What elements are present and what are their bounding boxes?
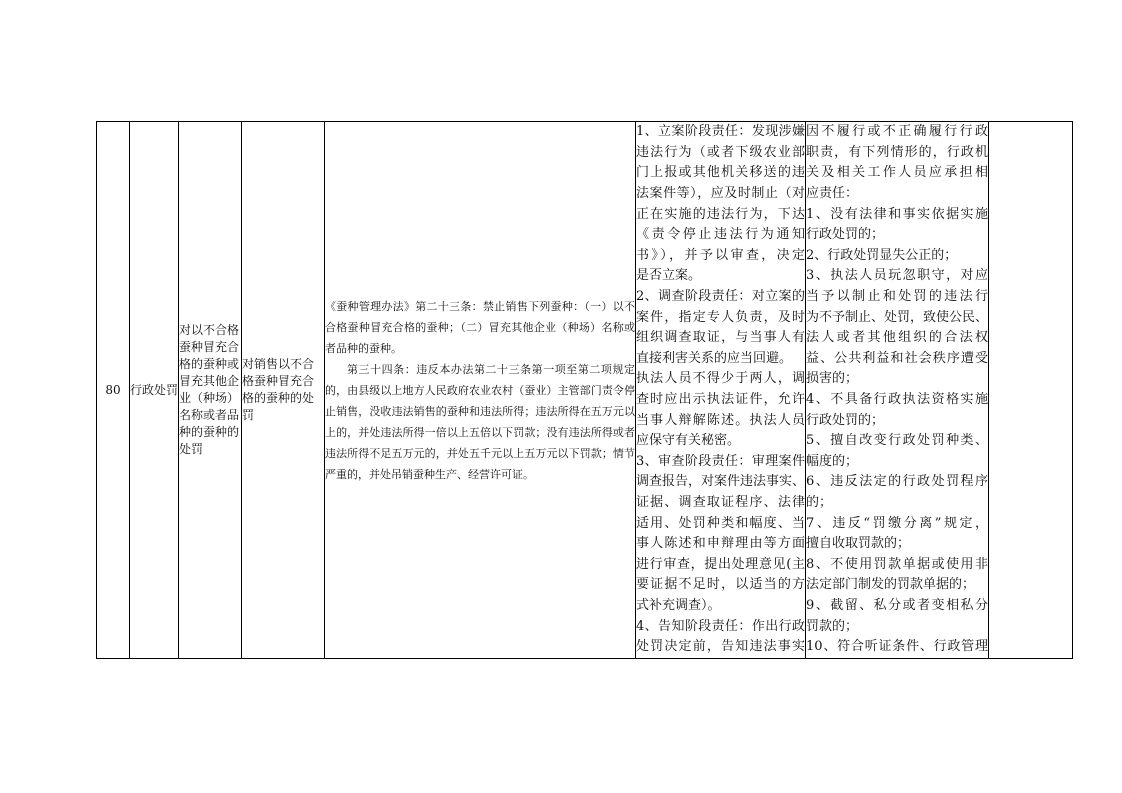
accountability-line: 2、行政处罚显失公正的；	[806, 247, 958, 263]
responsibility-table	[96, 121, 1073, 659]
accountability-line: 法定部门制发的罚款单据的；	[806, 577, 976, 593]
accountability-line: 幅度的；	[806, 453, 859, 469]
accountability-line: 罚款的；	[806, 618, 859, 634]
category-cell: 行政处罚	[130, 122, 179, 659]
remarks-cell	[989, 122, 1073, 659]
accountability-line: 1、没有法律和事实依据实施	[806, 206, 989, 222]
sub-item-cell: 对销售以不合格蚕种冒充合格的蚕种的处罚	[242, 122, 325, 659]
responsibility-line: 是否立案。	[636, 268, 702, 284]
responsibility-line: 4、告知阶段责任：作出行政	[636, 618, 806, 634]
responsibility-line: 直接利害关系的应当回避。	[636, 350, 793, 366]
accountability-line: 行政处罚的；	[806, 412, 885, 428]
accountability-line: 9、截留、私分或者变相私分	[806, 597, 989, 613]
accountability-cell	[806, 122, 989, 659]
accountability-line: 益、公共利益和社会秩序遭受	[806, 350, 989, 366]
responsibility-line: 组织调查取证，与当事人有	[636, 330, 806, 346]
responsibility-line: 正在实施的违法行为，下达	[636, 206, 806, 222]
accountability-line: 应责任：	[806, 186, 859, 202]
responsibility-line: 执法人员不得少于两人，调	[636, 371, 806, 387]
responsibility-line: 3、审查阶段责任：审理案件	[636, 453, 806, 469]
responsibility-line: 《责令停止违法行为通知	[636, 227, 806, 243]
accountability-line: 擅自收取罚款的；	[806, 536, 911, 552]
responsibility-line: 式补充调查）。	[636, 597, 721, 613]
responsibility-line: 法案件等），应及时制止（对	[636, 186, 806, 202]
accountability-line: 行政处罚的；	[806, 227, 885, 243]
responsibility-line: 查时应出示执法证件，允许	[636, 392, 806, 407]
responsibility-line: 适用、处罚种类和幅度、当	[636, 515, 806, 531]
basis-paragraph-2: 第三十四条：违反本办法第二十三条第一项至第二项规定的，由县级以上地方人民政府农业农村（蚕业）主管部门责令停止销售，没收违法销售的蚕种和违法所得；违法所得在五万元以上的，并处违法所得一倍以上五倍以下罚款；没有违法所得或者违法所得不足五万元的，并处五千元以上五万元以下罚款；情节严重的，并处吊销蚕种生产、经营许可证。	[325, 362, 635, 481]
table-row	[97, 122, 1073, 659]
accountability-line: 职责，有下列情形的，行政机	[806, 144, 989, 160]
accountability-line: 5、擅自改变行政处罚种类、	[806, 433, 989, 449]
accountability-line: 损害的；	[806, 371, 859, 387]
responsibility-line: 事人陈述和申辩理由等方面	[636, 536, 806, 552]
accountability-line: 为不予制止、处罚，致使公民、	[806, 309, 989, 325]
responsibility-line: 进行审查，提出处理意见(主	[636, 556, 806, 572]
accountability-line: 7、违反“罚缴分离”规定，	[806, 515, 989, 531]
row-number: 80	[97, 122, 130, 659]
item-name-cell: 对以不合格蚕种冒充合格的蚕种或冒充其他企业（种场）名称或者品种的蚕种的处罚	[179, 122, 242, 659]
accountability-line: 10、符合听证条件、行政管理	[806, 639, 989, 655]
responsibility-line: 要证据不足时，以适当的方	[636, 577, 806, 593]
responsibility-line: 当事人辩解陈述。执法人员	[636, 412, 806, 428]
accountability-line: 当予以制止和处罚的违法行	[806, 289, 989, 305]
basis-paragraph-1: 《蚕种管理办法》第二十三条：禁止销售下列蚕种：（一）以不合格蚕种冒充合格的蚕种；（二）冒充其他企业（种场）名称或者品种的蚕种。	[325, 299, 635, 355]
responsibility-line: 门上报或其他机关移送的违	[636, 165, 806, 181]
legal-basis-cell	[325, 122, 636, 659]
accountability-line: 因不履行或不正确履行行政	[806, 124, 989, 140]
responsibility-line: 证据、调查取证程序、法律	[636, 494, 806, 510]
responsibility-line: 书》），并予以审查，决定	[636, 247, 806, 263]
responsibility-line: 1、立案阶段责任：发现涉嫌	[636, 124, 806, 140]
accountability-line: 4、不具备行政执法资格实施	[806, 392, 989, 407]
responsibility-cell	[636, 122, 806, 659]
accountability-line: 的；	[806, 494, 833, 510]
accountability-line: 8、不使用罚款单据或使用非	[806, 556, 989, 572]
accountability-line: 关及相关工作人员应承担相	[806, 165, 989, 181]
responsibility-line: 调查报告，对案件违法事实、	[636, 474, 806, 490]
responsibility-line: 违法行为（或者下级农业部	[636, 144, 806, 160]
responsibility-line: 应保守有关秘密。	[636, 433, 741, 449]
accountability-line: 6、违反法定的行政处罚程序	[806, 474, 989, 490]
accountability-line: 法人或者其他组织的合法权	[806, 330, 989, 346]
accountability-line: 3、执法人员玩忽职守，对应	[806, 268, 989, 284]
responsibility-line: 处罚决定前，告知违法事实	[636, 639, 806, 655]
responsibility-line: 2、调查阶段责任：对立案的	[636, 289, 806, 305]
responsibility-line: 案件，指定专人负责，及时	[636, 309, 806, 325]
